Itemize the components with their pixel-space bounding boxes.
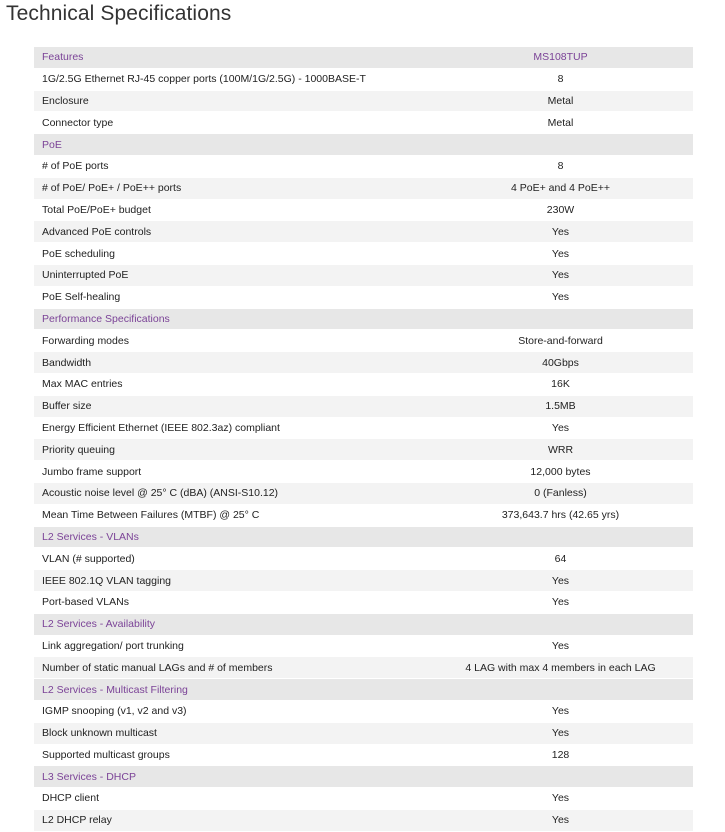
spec-label: PoE scheduling [34,243,428,265]
header-features-label: Features [34,47,428,68]
spec-label: Block unknown multicast [34,722,428,744]
table-row [34,221,693,243]
table-row [34,112,693,134]
section-header-row [34,134,693,156]
spec-value: Yes [428,570,693,592]
section-title: L2 Services - Availability [34,613,428,635]
spec-value: Yes [428,591,693,613]
spec-value: 4 PoE+ and 4 PoE++ [428,177,693,199]
spec-table-body [34,47,693,831]
section-value [428,308,693,330]
spec-label: DHCP client [34,788,428,810]
spec-label: IGMP snooping (v1, v2 and v3) [34,700,428,722]
spec-label: Total PoE/PoE+ budget [34,199,428,221]
table-row [34,700,693,722]
header-model-label: MS108TUP [428,47,693,68]
spec-label: Number of static manual LAGs and # of members [34,657,428,679]
spec-label: Bandwidth [34,352,428,374]
spec-label: # of PoE/ PoE+ / PoE++ ports [34,177,428,199]
spec-value: Yes [428,700,693,722]
table-row [34,461,693,483]
spec-label: Max MAC entries [34,373,428,395]
spec-table [34,47,693,832]
section-value [428,613,693,635]
spec-label: # of PoE ports [34,155,428,177]
section-value [428,679,693,701]
spec-value: Yes [428,221,693,243]
spec-label: Energy Efficient Ethernet (IEEE 802.3az) compliant [34,417,428,439]
spec-label: Uninterrupted PoE [34,264,428,286]
table-row [34,155,693,177]
spec-value: Yes [428,635,693,657]
table-row [34,482,693,504]
table-row [34,352,693,374]
section-header-row [34,613,693,635]
table-row [34,504,693,526]
spec-label: Link aggregation/ port trunking [34,635,428,657]
spec-value: Yes [428,264,693,286]
spec-label: Priority queuing [34,439,428,461]
spec-value: 12,000 bytes [428,461,693,483]
spec-value: 230W [428,199,693,221]
table-row [34,744,693,766]
spec-value: 8 [428,155,693,177]
spec-value: Yes [428,417,693,439]
section-title: Performance Specifications [34,308,428,330]
spec-value: 4 LAG with max 4 members in each LAG [428,657,693,679]
table-row [34,199,693,221]
spec-label: VLAN (# supported) [34,548,428,570]
section-title: L3 Services - DHCP [34,766,428,788]
spec-value: 64 [428,548,693,570]
spec-value: 128 [428,744,693,766]
spec-value: WRR [428,439,693,461]
spec-value: 0 (Fanless) [428,482,693,504]
section-value [428,526,693,548]
section-header-row [34,308,693,330]
section-value [428,766,693,788]
table-row [34,788,693,810]
spec-label: Port-based VLANs [34,591,428,613]
spec-value: Metal [428,90,693,112]
table-row [34,90,693,112]
spec-value: Yes [428,788,693,810]
spec-label: 1G/2.5G Ethernet RJ-45 copper ports (100M/1G/2.5G) - 1000BASE-T [34,68,428,90]
spec-value: Yes [428,809,693,831]
spec-value: Store-and-forward [428,330,693,352]
section-header-row [34,766,693,788]
table-row [34,68,693,90]
section-header-row [34,526,693,548]
spec-value: 40Gbps [428,352,693,374]
table-row [34,570,693,592]
spec-value: Metal [428,112,693,134]
table-row [34,395,693,417]
spec-value: 373,643.7 hrs (42.65 yrs) [428,504,693,526]
spec-label: Advanced PoE controls [34,221,428,243]
spec-label: IEEE 802.1Q VLAN tagging [34,570,428,592]
spec-label: L2 DHCP relay [34,809,428,831]
table-row [34,635,693,657]
table-row [34,591,693,613]
spec-value: Yes [428,722,693,744]
table-row [34,657,693,679]
section-title: L2 Services - VLANs [34,526,428,548]
section-value [428,134,693,156]
table-row [34,417,693,439]
table-row [34,722,693,744]
page-title: Technical Specifications [6,2,232,25]
spec-value: 16K [428,373,693,395]
section-header-row [34,679,693,701]
table-header-row [34,47,693,68]
spec-label: Buffer size [34,395,428,417]
spec-value: 1.5MB [428,395,693,417]
spec-label: Acoustic noise level @ 25° C (dBA) (ANSI-S10.12) [34,482,428,504]
spec-label: Supported multicast groups [34,744,428,766]
spec-label: PoE Self-healing [34,286,428,308]
spec-label: Enclosure [34,90,428,112]
table-row [34,439,693,461]
spec-value: 8 [428,68,693,90]
table-row [34,243,693,265]
section-title: L2 Services - Multicast Filtering [34,679,428,701]
spec-label: Mean Time Between Failures (MTBF) @ 25° C [34,504,428,526]
table-row [34,373,693,395]
table-row [34,286,693,308]
table-row [34,548,693,570]
table-row [34,177,693,199]
spec-value: Yes [428,243,693,265]
table-row [34,809,693,831]
spec-label: Jumbo frame support [34,461,428,483]
table-row [34,264,693,286]
spec-label: Forwarding modes [34,330,428,352]
table-row [34,330,693,352]
section-title: PoE [34,134,428,156]
spec-value: Yes [428,286,693,308]
spec-label: Connector type [34,112,428,134]
